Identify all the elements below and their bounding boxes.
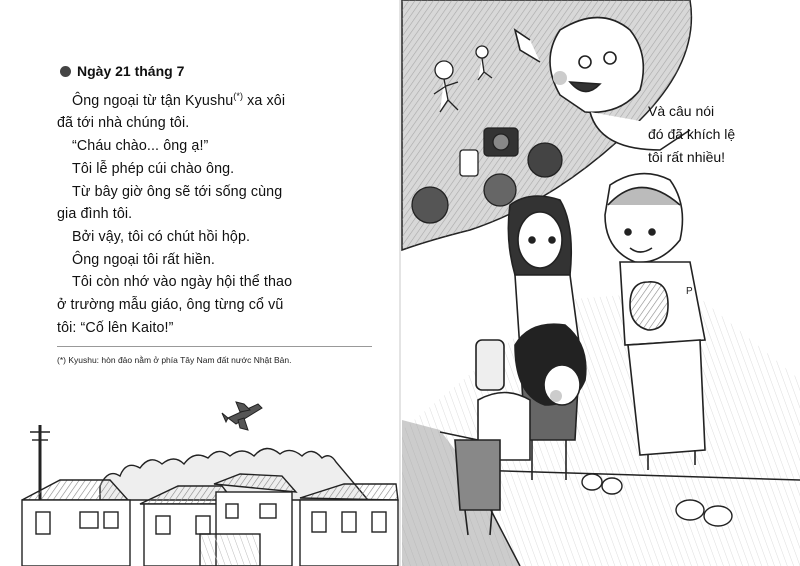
story-line: Bởi vậy, tôi có chút hồi hộp. [72, 228, 251, 245]
story-line: Từ bây giờ ông sẽ tới sống cùng [72, 183, 283, 200]
story-line: đã tới nhà chúng tôi. [57, 115, 190, 132]
house [22, 480, 130, 566]
story-line: Tôi lễ phép cúi chào ông. [72, 160, 235, 177]
footnote-marker: (*) [233, 91, 244, 101]
story-line: ở trường mẫu giáo, ông từng cổ vũ [57, 297, 284, 314]
airplane-icon [222, 402, 262, 430]
narration-caption [648, 100, 778, 169]
story-line: gia đình tôi. [57, 206, 133, 223]
caption-line: đó đã khích lệ [648, 126, 736, 142]
story-line: “Cháu chào... ông ạ!” [72, 138, 209, 155]
story-line: Ông ngoại từ tận Kyushu(*) xa xôi [72, 91, 286, 109]
story-line: Tôi còn nhớ vào ngày hội thể thao [72, 274, 293, 291]
shirt-letter: P [686, 286, 693, 297]
date-text: Ngày 21 tháng 7 [77, 63, 185, 79]
story-line: Ông ngoại tôi rất hiền. [72, 251, 215, 268]
house [300, 484, 398, 566]
caption-line: tôi rất nhiều! [648, 149, 726, 165]
caption-line: Và câu nói [648, 103, 715, 119]
ground [402, 290, 800, 566]
town-scene [22, 402, 398, 566]
story-line: tôi: “Cố lên Kaito!” [57, 319, 174, 336]
footnote: (*) Kyushu: hòn đảo nằm ở phía Tây Nam đất nước Nhật Bản. [57, 355, 292, 365]
